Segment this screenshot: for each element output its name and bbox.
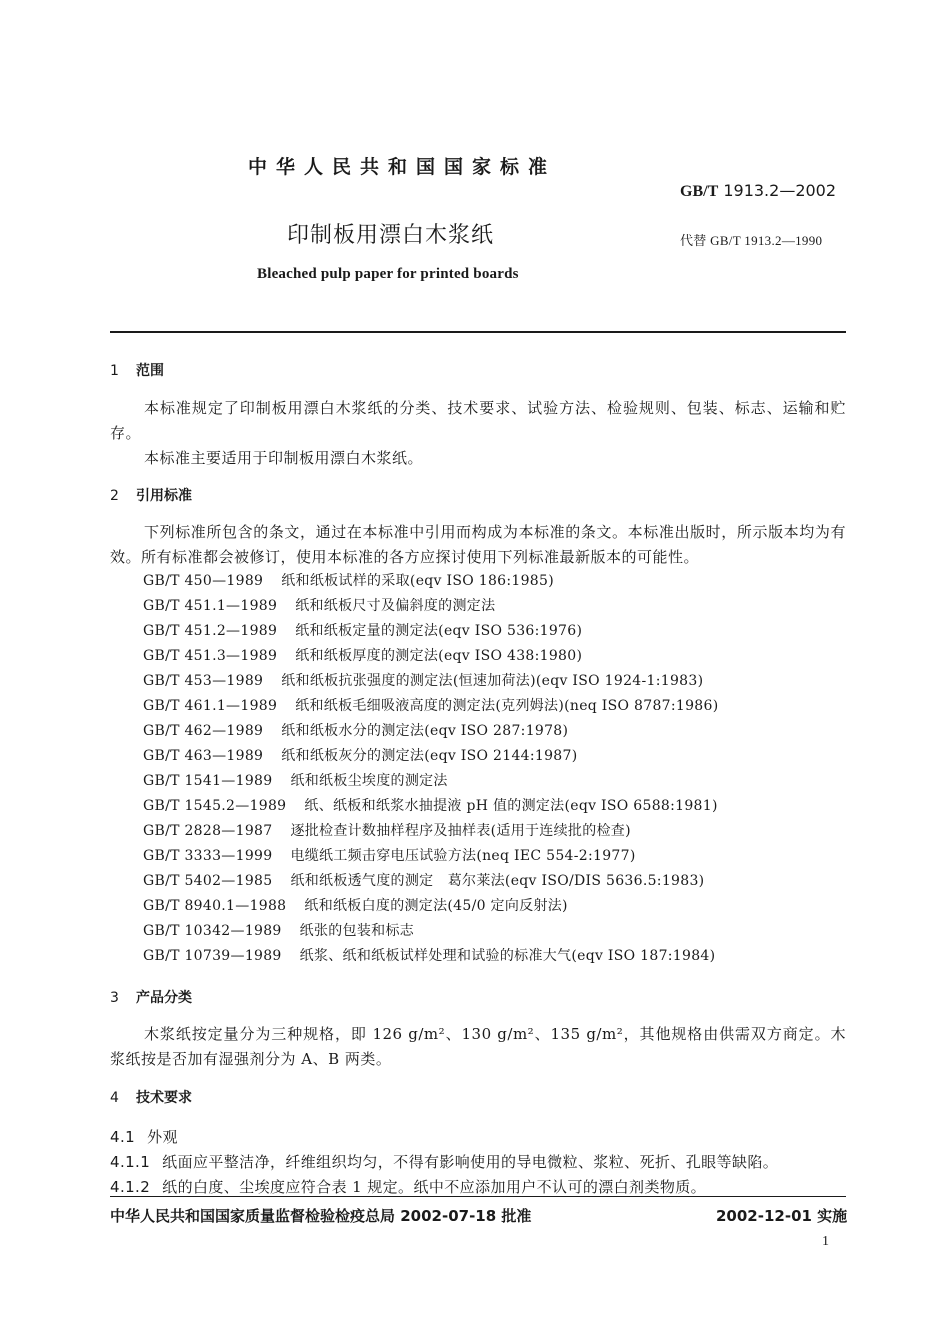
reference-code: GB/T 463—1989 [143,748,264,764]
clause-4-1-2 [110,1176,706,1197]
section-title: 产品分类 [136,990,192,1006]
subsection-title: 外观 [147,1128,178,1146]
approval-note: 中华人民共和国国家质量监督检验检疫总局 2002-07-18 批准 [110,1207,532,1225]
implementation-date: 2002-12-01 实施 [716,1207,848,1225]
reference-code: GB/T 461.1—1989 [143,698,278,714]
subsection-number: 4.1 [110,1128,136,1146]
reference-item [143,619,718,644]
clause-text: 纸的白度、尘埃度应符合表 1 规定。纸中不应添加用户不认可的漂白剂类物质。 [162,1178,707,1196]
reference-code: GB/T 451.1—1989 [143,598,278,614]
reference-code: GB/T 3333—1999 [143,848,273,864]
reference-title: 纸和纸板水分的测定法(eqv ISO 287:1978) [281,723,569,739]
reference-code: GB/T 5402—1985 [143,873,273,889]
clause-number: 4.1.2 [110,1178,151,1196]
document-title: 印制板用漂白木浆纸 [287,223,495,248]
reference-code: GB/T 10342—1989 [143,923,282,939]
reference-title: 纸浆、纸和纸板试样处理和试验的标准大气(eqv ISO 187:1984) [299,948,716,964]
reference-title: 逐批检查计数抽样程序及抽样表(适用于连续批的检查) [290,823,631,839]
reference-item [143,919,718,944]
reference-code: GB/T 451.2—1989 [143,623,278,639]
reference-item [143,694,718,719]
section-heading-scope [110,360,164,380]
page-number: 1 [822,1234,829,1249]
reference-item [143,569,718,594]
reference-code: GB/T 2828—1987 [143,823,273,839]
reference-item [143,944,718,969]
reference-item [143,744,718,769]
reference-item [143,719,718,744]
reference-item [143,869,718,894]
reference-code: GB/T 451.3—1989 [143,648,278,664]
references-intro: 下列标准所包含的条文，通过在本标准中引用而构成为本标准的条文。本标准出版时，所示版本均为有效。所有标准都会被修订，使用本标准的各方应探讨使用下列标准最新版本的可能性。 [110,523,846,566]
classification-paragraph: 木浆纸按定量分为三种规格，即 126 g/m²、130 g/m²、135 g/m²，其他规格由供需双方商定。木浆纸按是否加有湿强剂分为 A、B 两类。 [110,1025,846,1068]
reference-code: GB/T 453—1989 [143,673,264,689]
reference-item [143,669,718,694]
reference-title: 纸和纸板毛细吸液高度的测定法(克列姆法)(neq ISO 8787:1986) [295,698,719,714]
reference-item [143,819,718,844]
national-standard-heading: 中华人民共和国国家标准 [248,156,557,178]
reference-item [143,894,718,919]
reference-title: 纸和纸板灰分的测定法(eqv ISO 2144:1987) [281,748,578,764]
section-heading-requirements [110,1087,192,1107]
clause-text: 纸面应平整洁净，纤维组织均匀，不得有影响使用的导电微粒、浆粒、死折、孔眼等缺陷。 [162,1153,779,1171]
section-title: 技术要求 [136,1090,192,1106]
reference-item [143,644,718,669]
subsection-appearance [110,1126,178,1147]
reference-title: 纸和纸板透气度的测定 葛尔莱法(eqv ISO/DIS 5636.5:1983) [290,873,705,889]
english-title: Bleached pulp paper for printed boards [257,266,519,282]
replaces-note: 代替 GB/T 1913.2—1990 [680,233,823,248]
clause-number: 4.1.1 [110,1153,151,1171]
reference-item [143,844,718,869]
section-title: 范围 [136,363,164,379]
reference-code: GB/T 1541—1989 [143,773,273,789]
header-divider [110,331,846,333]
reference-code: GB/T 1545.2—1989 [143,798,287,814]
reference-code: GB/T 8940.1—1988 [143,898,287,914]
section-number: 3 [110,990,119,1006]
reference-title: 电缆纸工频击穿电压试验方法(neq IEC 554-2:1977) [290,848,636,864]
reference-code: GB/T 462—1989 [143,723,264,739]
reference-title: 纸和纸板抗张强度的测定法(恒速加荷法)(eqv ISO 1924-1:1983) [281,673,704,689]
reference-item [143,594,718,619]
section-heading-classification [110,987,192,1007]
standard-number [680,181,836,201]
reference-code: GB/T 450—1989 [143,573,264,589]
standard-prefix: GB/T [680,183,719,200]
section-number: 4 [110,1090,119,1106]
section-heading-references [110,485,192,505]
reference-title: 纸和纸板厚度的测定法(eqv ISO 438:1980) [295,648,583,664]
footer-divider [110,1196,846,1197]
reference-title: 纸、纸板和纸浆水抽提液 pH 值的测定法(eqv ISO 6588:1981) [304,798,718,814]
section-number: 2 [110,488,119,504]
scope-paragraph-1: 本标准规定了印制板用漂白木浆纸的分类、技术要求、试验方法、检验规则、包装、标志、运输和贮存。 [110,399,846,442]
section-number: 1 [110,363,119,379]
reference-code: GB/T 10739—1989 [143,948,282,964]
reference-list [143,569,718,969]
clause-4-1-1 [110,1151,778,1172]
reference-title: 纸和纸板尺寸及偏斜度的测定法 [295,598,496,614]
reference-title: 纸和纸板定量的测定法(eqv ISO 536:1976) [295,623,583,639]
reference-item [143,794,718,819]
scope-paragraph-2: 本标准主要适用于印制板用漂白木浆纸。 [144,449,424,467]
reference-title: 纸张的包装和标志 [299,923,415,939]
section-title: 引用标准 [136,488,192,504]
standard-code: 1913.2—2002 [723,181,837,200]
reference-title: 纸和纸板试样的采取(eqv ISO 186:1985) [281,573,554,589]
reference-title: 纸和纸板尘埃度的测定法 [290,773,448,789]
reference-item [143,769,718,794]
reference-title: 纸和纸板白度的测定法(45/0 定向反射法) [304,898,568,914]
